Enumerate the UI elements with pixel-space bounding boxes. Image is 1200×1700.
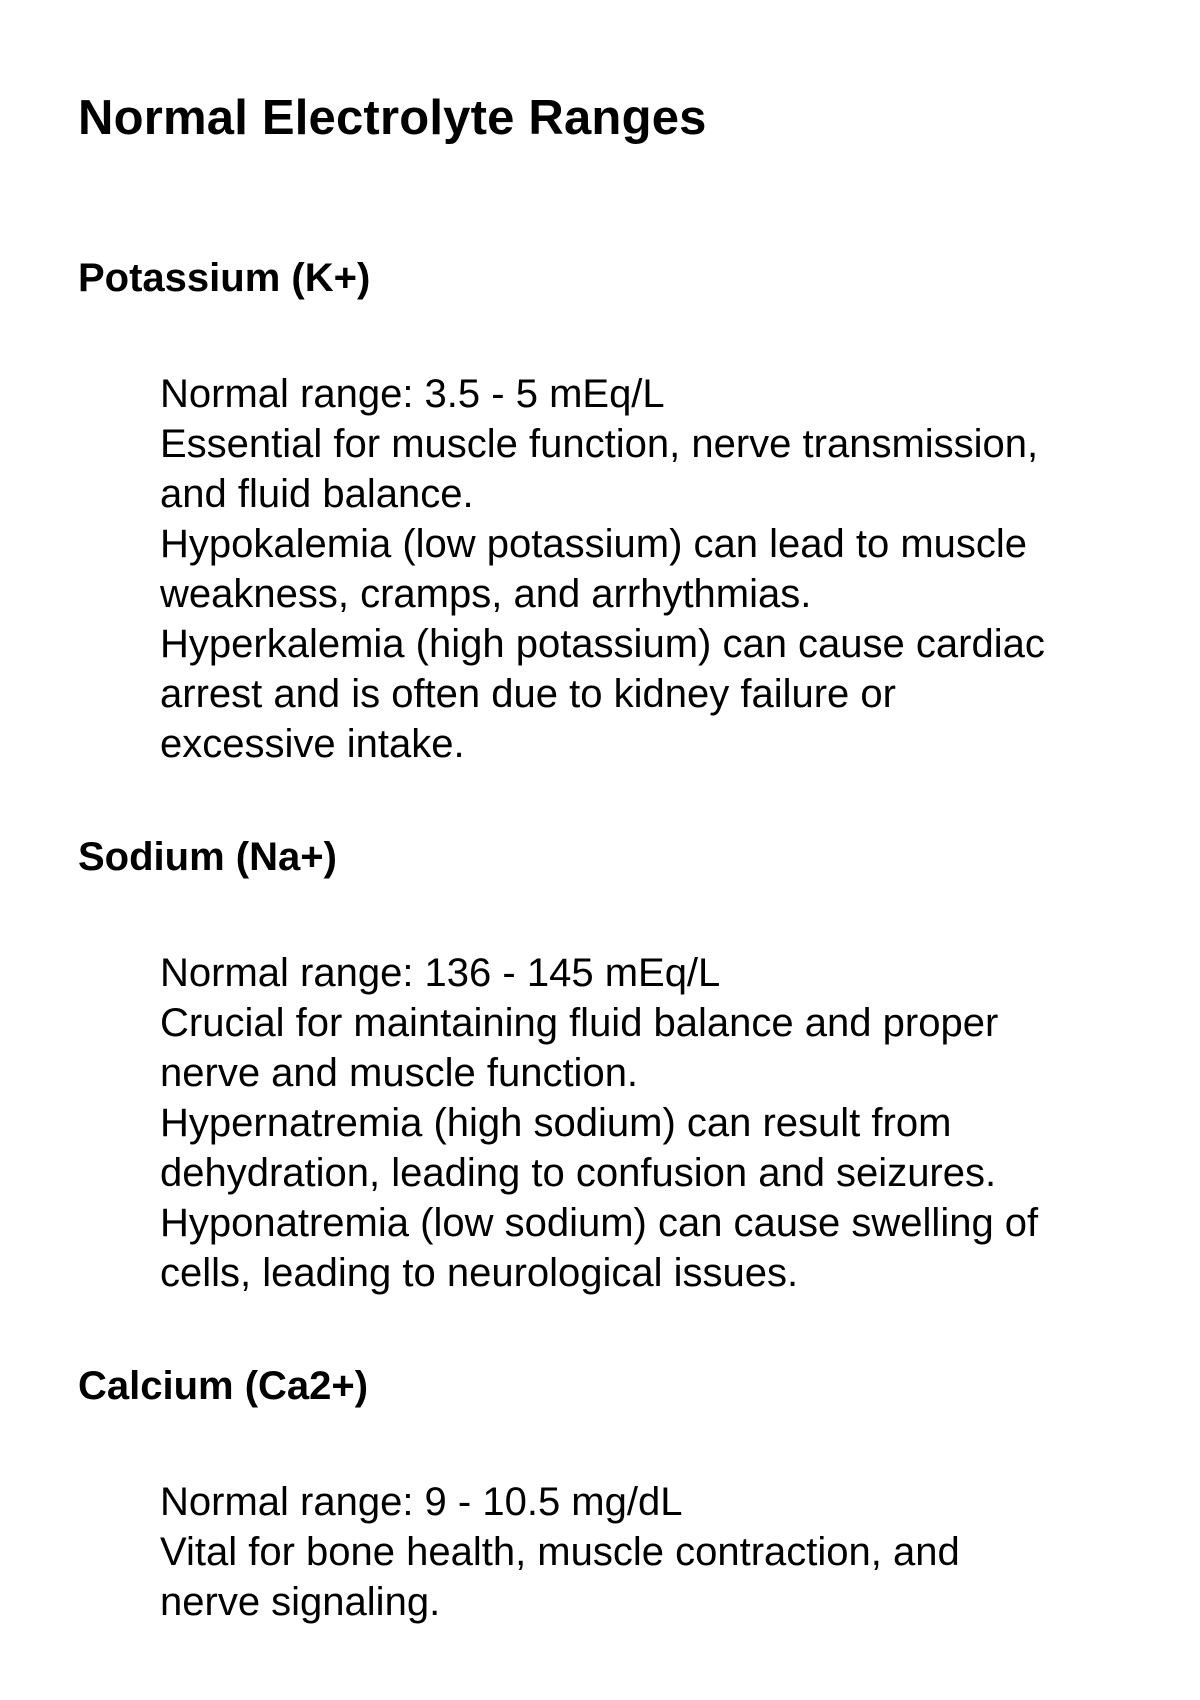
text-line: nerve signaling. — [160, 1580, 441, 1624]
section-body — [78, 1477, 1160, 1627]
section-heading: Potassium (K+) — [78, 256, 371, 300]
text-line: Crucial for maintaining fluid balance and proper — [160, 1001, 999, 1045]
text-line: arrest and is often due to kidney failure or — [160, 672, 896, 716]
normal-range-line: Normal range: 9 - 10.5 mg/dL — [160, 1480, 683, 1524]
page-title: Normal Electrolyte Ranges — [78, 91, 707, 145]
text-line: nerve and muscle function. — [160, 1051, 639, 1095]
text-line: Essential for muscle function, nerve transmission, — [160, 422, 1039, 466]
section-sodium — [78, 833, 1200, 1298]
section-calcium — [78, 1362, 1200, 1627]
normal-range-line: Normal range: 3.5 - 5 mEq/L — [160, 372, 665, 416]
section-body — [78, 948, 1160, 1298]
section-body — [78, 369, 1160, 769]
text-line: weakness, cramps, and arrhythmias. — [160, 572, 812, 616]
text-line: Hyperkalemia (high potassium) can cause cardiac — [160, 622, 1045, 666]
text-line: dehydration, leading to confusion and seizures. — [160, 1151, 997, 1195]
text-line: Hypernatremia (high sodium) can result from — [160, 1101, 952, 1145]
text-line: and fluid balance. — [160, 472, 474, 516]
text-line: Vital for bone health, muscle contraction, and — [160, 1530, 960, 1574]
text-line: cells, leading to neurological issues. — [160, 1251, 799, 1295]
normal-range-line: Normal range: 136 - 145 mEq/L — [160, 951, 721, 995]
text-line: excessive intake. — [160, 722, 465, 766]
text-line: Hyponatremia (low sodium) can cause swelling of — [160, 1201, 1039, 1245]
section-heading: Calcium (Ca2+) — [78, 1364, 369, 1408]
section-potassium — [78, 254, 1200, 769]
text-line: Hypokalemia (low potassium) can lead to muscle — [160, 522, 1028, 566]
section-heading: Sodium (Na+) — [78, 835, 337, 879]
